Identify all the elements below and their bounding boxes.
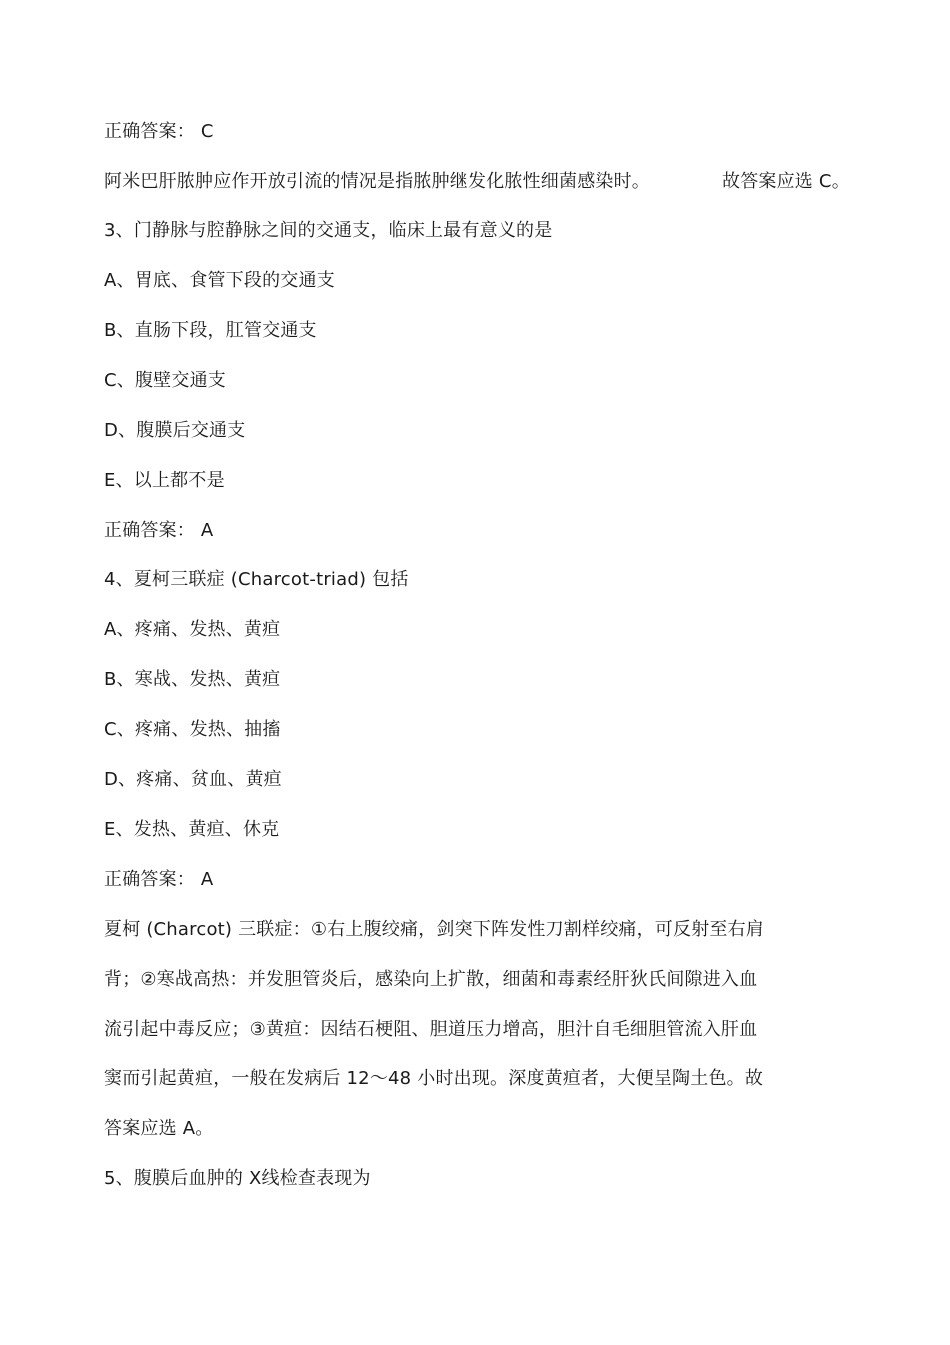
- q3-option-c: C、腹壁交通支: [104, 370, 226, 391]
- explanation-q4-line-3: 流引起中毒反应；③黄疸：因结石梗阻、胆道压力增高，胆汁自毛细胆管流入肝血: [104, 1019, 758, 1040]
- explanation-q2-answer: 故答案应选 C。: [722, 171, 850, 192]
- q4-option-b: B、寒战、发热、黄疸: [104, 669, 281, 690]
- question-4: 4、夏柯三联症 (Charcot-triad) 包括: [104, 569, 409, 590]
- explanation-q2-text: 阿米巴肝脓肿应作开放引流的情况是指脓肿继发化脓性细菌感染时。: [104, 171, 650, 192]
- explanation-q4-line-5: 答案应选 A。: [104, 1118, 214, 1139]
- explanation-q2: [104, 170, 850, 194]
- q3-option-a: A、胃底、食管下段的交通支: [104, 270, 335, 291]
- q4-option-a: A、疼痛、发热、黄疸: [104, 619, 281, 640]
- q4-option-c: C、疼痛、发热、抽搐: [104, 719, 281, 740]
- answer-line-q4: 正确答案： A: [104, 869, 214, 890]
- q4-option-d: D、疼痛、贫血、黄疸: [104, 769, 282, 790]
- q4-option-e: E、发热、黄疸、休克: [104, 819, 280, 840]
- q3-option-b: B、直肠下段，肛管交通支: [104, 320, 317, 341]
- explanation-q4-line-2: 背；②寒战高热：并发胆管炎后，感染向上扩散，细菌和毒素经肝狄氏间隙进入血: [104, 969, 758, 990]
- question-5: 5、腹膜后血肿的 X线检查表现为: [104, 1168, 371, 1189]
- q3-option-d: D、腹膜后交通支: [104, 420, 246, 441]
- answer-line-q3: 正确答案： A: [104, 520, 214, 541]
- explanation-q4-line-4: 窦而引起黄疸，一般在发病后 12～48 小时出现。深度黄疸者，大便呈陶土色。故: [104, 1068, 764, 1089]
- answer-line-q2: 正确答案： C: [104, 121, 214, 142]
- question-3: 3、门静脉与腔静脉之间的交通支，临床上最有意义的是: [104, 220, 553, 241]
- explanation-q4-line-1: 夏柯 (Charcot) 三联症：①右上腹绞痛，剑突下阵发性刀割样绞痛，可反射至右肩: [104, 919, 765, 940]
- q3-option-e: E、以上都不是: [104, 470, 225, 491]
